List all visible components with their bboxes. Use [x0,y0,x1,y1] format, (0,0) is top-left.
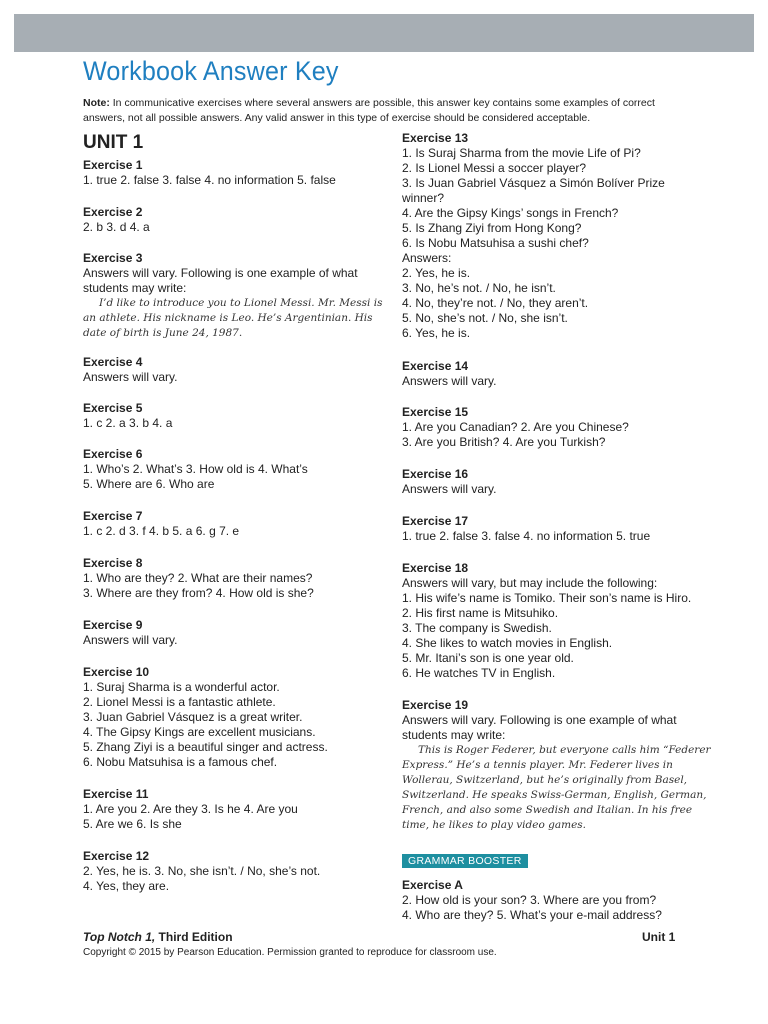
handwritten-line: an athlete. His nickname is Leo. He’s Argentinian. His [83,312,373,324]
exercise-title: Exercise A [402,878,463,892]
page-title: Workbook Answer Key [83,56,339,86]
answer-line: students may write: [83,281,187,295]
answer-line: 2. How old is your son? 3. Where are you from? [402,893,657,907]
exercise-title: Exercise 18 [402,561,469,575]
answer-line: Answers will vary, but may include the following: [402,576,658,590]
footer-book-title [83,930,233,944]
handwritten-line: Wollerau, Switzerland, but he’s originally from Basel, [402,774,688,786]
exercise-block [402,131,665,341]
answer-line: 2. Lionel Messi is a fantastic athlete. [83,695,276,709]
handwritten-line: time, he likes to play video games. [402,819,587,831]
exercise-title: Exercise 5 [83,401,143,415]
exercise-block [402,698,711,833]
answer-line: 4. Are the Gipsy Kings’ songs in French? [402,206,619,220]
exercise-title: Exercise 10 [83,665,150,679]
exercise-title: Exercise 8 [83,556,143,570]
exercise-block [83,447,308,492]
exercise-block [402,359,496,389]
unit-title: UNIT 1 [83,132,144,153]
answer-line: 4. The Gipsy Kings are excellent musicians. [83,725,316,739]
handwritten-line: I’d like to introduce you to Lionel Messi. Mr. Messi is [99,297,383,309]
answer-line: 2. b 3. d 4. a [83,220,150,234]
answer-line: 1. Is Suraj Sharma from the movie Life of Pi? [402,146,641,160]
exercise-block [83,251,382,341]
exercise-title: Exercise 2 [83,205,143,219]
grammar-booster-exercise [402,878,662,923]
exercise-block [83,401,172,431]
exercise-block [83,665,328,770]
answer-line: Answers will vary. [402,482,497,496]
answer-line: 4. No, they’re not. / No, they aren’t. [402,296,589,310]
answer-line: 2. Yes, he is. 3. No, she isn’t. / No, she’s not. [83,864,321,878]
exercise-title: Exercise 4 [83,355,143,369]
answer-line: 5. Zhang Ziyi is a beautiful singer and actress. [83,740,328,754]
answer-line: 5. Where are 6. Who are [83,477,215,491]
answer-line: students may write: [402,728,506,742]
note-paragraph [83,96,683,125]
exercise-title: Exercise 3 [83,251,143,265]
grammar-booster-badge: GRAMMAR BOOSTER [402,854,528,868]
answer-line: 5. Mr. Itani’s son is one year old. [402,651,574,665]
exercise-title: Exercise 12 [83,849,150,863]
answer-line: 4. Who are they? 5. What’s your e-mail address? [402,908,662,922]
answer-line: 6. Nobu Matsuhisa is a famous chef. [83,755,278,769]
exercise-block [402,561,691,681]
answer-line: winner? [402,191,445,205]
footer-edition: Third Edition [155,930,233,944]
answer-line: Answers will vary. [83,370,178,384]
handwritten-line: French, and also some Swedish and Italian. In his free [402,804,693,816]
note-label: Note: [83,97,110,109]
exercise-title: Exercise 13 [402,131,469,145]
exercise-title: Exercise 6 [83,447,143,461]
handwritten-line: Switzerland. He speaks Swiss-German, English, German, [402,789,707,801]
answer-line: 2. Yes, he is. [402,266,471,280]
exercise-title: Exercise 9 [83,618,143,632]
answer-line: 2. His first name is Mitsuhiko. [402,606,559,620]
answer-line: 1. c 2. a 3. b 4. a [83,416,173,430]
answer-line: 1. Are you Canadian? 2. Are you Chinese? [402,420,629,434]
answer-line: 1. Suraj Sharma is a wonderful actor. [83,680,280,694]
answer-line: 1. Who are they? 2. What are their names? [83,571,313,585]
exercise-block [83,355,177,385]
answer-line: 3. No, he’s not. / No, he isn’t. [402,281,556,295]
exercise-block [402,514,650,544]
answer-line: Answers will vary. [83,633,178,647]
answer-line: 3. Juan Gabriel Vásquez is a great writer. [83,710,303,724]
exercise-block [83,509,239,539]
exercise-block [402,467,496,497]
exercise-title: Exercise 1 [83,158,143,172]
answer-line: 3. The company is Swedish. [402,621,552,635]
footer-book-name: Top Notch 1, [83,930,156,944]
handwritten-line: date of birth is June 24, 1987. [83,327,243,339]
top-banner [14,14,754,52]
exercise-block [83,787,298,832]
answer-line: Answers will vary. Following is one example of what [402,713,677,727]
answer-line: Answers will vary. [402,374,497,388]
answer-line: 2. Is Lionel Messi a soccer player? [402,161,587,175]
exercise-block [83,849,320,894]
answer-line: 1. His wife’s name is Tomiko. Their son’s name is Hiro. [402,591,692,605]
exercise-block [83,556,314,601]
answer-line: 5. No, she’s not. / No, she isn’t. [402,311,568,325]
exercise-title: Exercise 7 [83,509,143,523]
handwritten-line: Express.” He’s a tennis player. Mr. Federer lives in [402,759,673,771]
footer-copyright: Copyright © 2015 by Pearson Education. Permission granted to reproduce for classroom use. [83,947,497,958]
answer-line: 1. c 2. d 3. f 4. b 5. a 6. g 7. e [83,524,240,538]
answer-line: 6. He watches TV in English. [402,666,556,680]
exercise-title: Exercise 19 [402,698,469,712]
answer-line: 6. Yes, he is. [402,326,471,340]
exercise-block [83,158,336,188]
exercise-title: Exercise 15 [402,405,469,419]
answer-line: 5. Is Zhang Ziyi from Hong Kong? [402,221,582,235]
handwritten-line: This is Roger Federer, but everyone calls him “Federer [418,744,711,756]
footer-unit: Unit 1 [642,930,676,944]
exercise-title: Exercise 14 [402,359,469,373]
exercise-block [83,618,177,648]
answer-line: 3. Are you British? 4. Are you Turkish? [402,435,606,449]
answer-line: 1. true 2. false 3. false 4. no information 5. true [402,529,651,543]
exercise-block [402,405,629,450]
answer-line: 4. Yes, they are. [83,879,170,893]
answer-line: 3. Where are they from? 4. How old is she? [83,586,314,600]
note-text: In communicative exercises where several answers are possible, this answer key contains some examples of correct answers, not all possible answers. Any valid answer in this type of exercise should be considered acceptable. [83,97,655,124]
exercise-title: Exercise 17 [402,514,469,528]
exercise-title: Exercise 16 [402,467,469,481]
answer-line: 5. Are we 6. Is she [83,817,182,831]
answer-line: 4. She likes to watch movies in English. [402,636,613,650]
answer-line: Answers: [402,251,452,265]
answer-line: Answers will vary. Following is one example of what [83,266,358,280]
answer-line: 6. Is Nobu Matsuhisa a sushi chef? [402,236,589,250]
answer-line: 3. Is Juan Gabriel Vásquez a Simón Bolíver Prize [402,176,665,190]
exercise-title: Exercise 11 [83,787,149,801]
answer-line: 1. Who’s 2. What’s 3. How old is 4. What’s [83,462,308,476]
exercise-block [83,205,150,235]
answer-line: 1. Are you 2. Are they 3. Is he 4. Are you [83,802,298,816]
answer-line: 1. true 2. false 3. false 4. no information 5. false [83,173,336,187]
